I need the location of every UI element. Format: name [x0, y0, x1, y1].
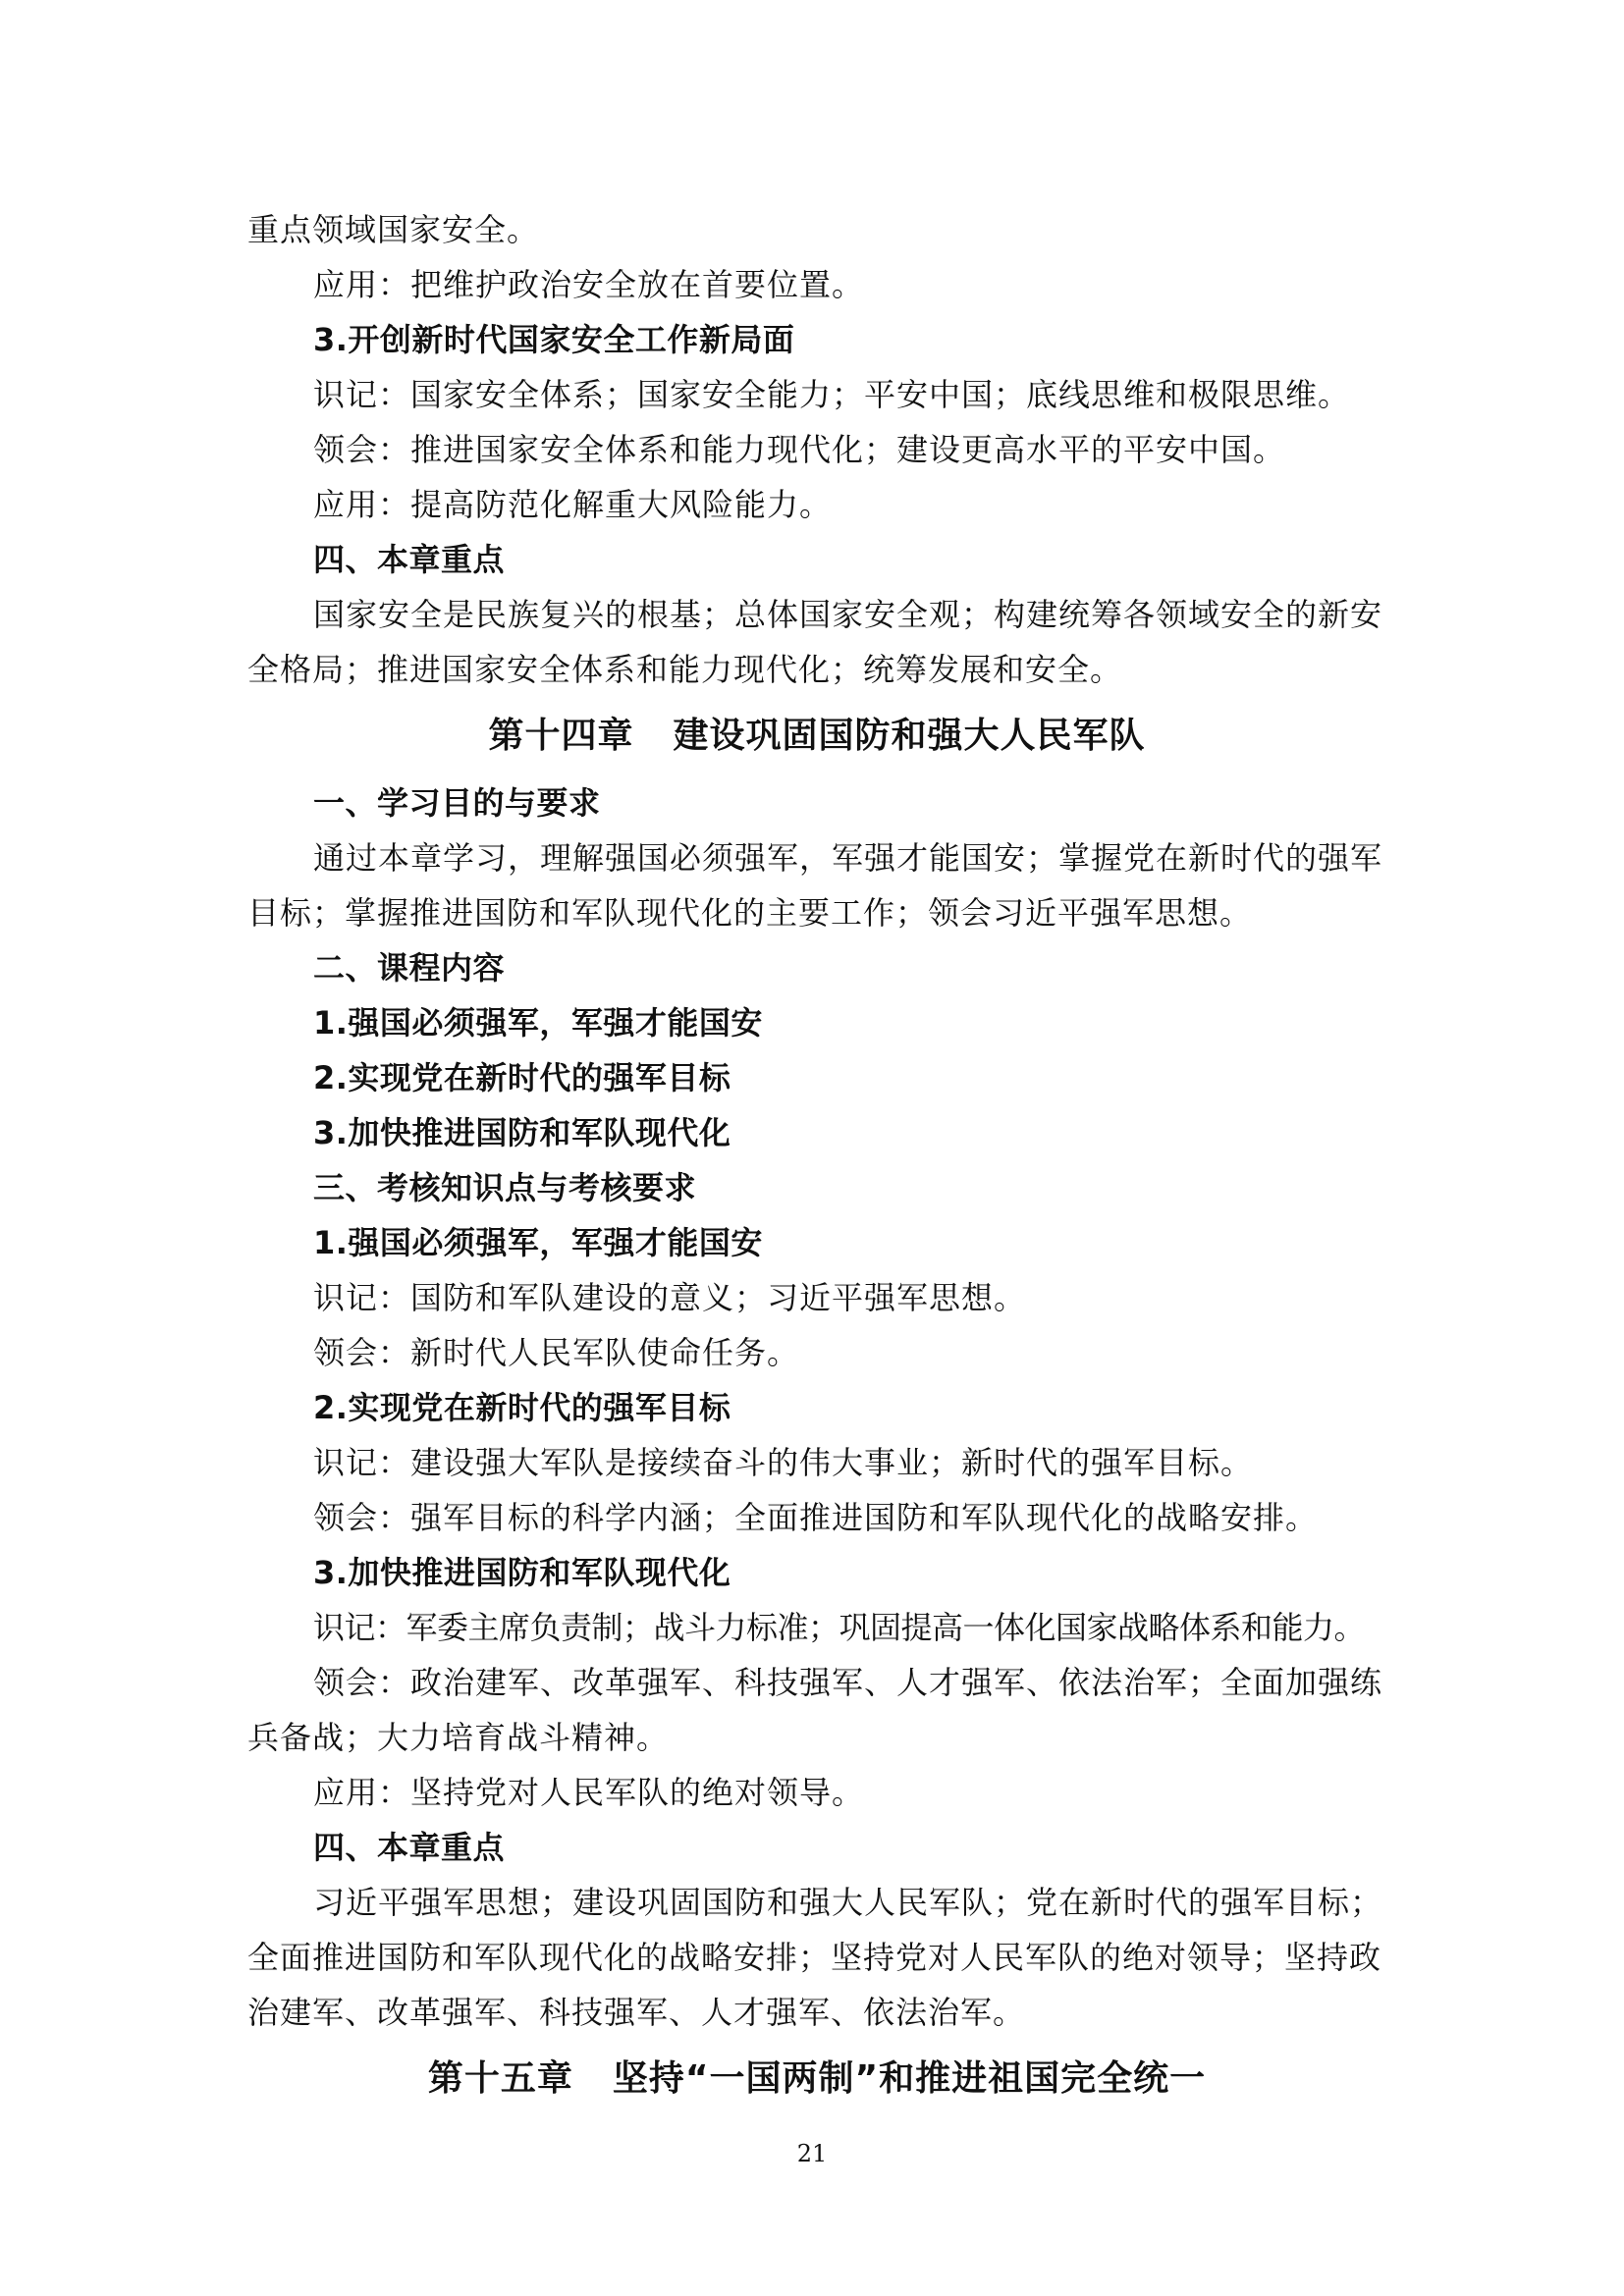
recall-line: 识记：国家安全体系；国家安全能力；平安中国；底线思维和极限思维。	[313, 376, 1351, 413]
focus-heading: 四、本章重点	[313, 1829, 506, 1866]
understand-line: 领会：政治建军、改革强军、科技强军、人才强军、依法治军；全面加强练	[313, 1664, 1383, 1701]
section-title: 2.实现党在新时代的强军目标	[313, 1389, 731, 1426]
chapter-title-15	[247, 2040, 1386, 2118]
chapter-title-14	[247, 697, 1386, 775]
focus-paragraph-line: 全格局；推进国家安全体系和能力现代化；统筹发展和安全。	[247, 651, 1123, 688]
understand-line: 领会：新时代人民军队使命任务。	[313, 1334, 800, 1371]
recall-line: 识记：国防和军队建设的意义；习近平强军思想。	[313, 1279, 1027, 1316]
focus-paragraph-line: 治建军、改革强军、科技强军、人才强军、依法治军。	[247, 1994, 1026, 2031]
goals-paragraph-line: 目标；掌握推进国防和军队现代化的主要工作；领会习近平强军思想。	[247, 894, 1253, 932]
apply-line: 应用：把维护政治安全放在首要位置。	[313, 266, 865, 303]
content-item: 1.强国必须强军，军强才能国安	[313, 1004, 763, 1041]
chapter-name: 建设巩固国防和强大人民军队	[673, 716, 1146, 756]
recall-line: 识记：军委主席负责制；战斗力标准；巩固提高一体化国家战略体系和能力。	[313, 1609, 1366, 1646]
exam-heading: 三、考核知识点与考核要求	[313, 1169, 697, 1206]
apply-line: 应用：提高防范化解重大风险能力。	[313, 486, 833, 523]
chapter-number: 第十四章	[488, 716, 634, 756]
chapter-number: 第十五章	[427, 2058, 573, 2099]
apply-line: 应用：坚持党对人民军队的绝对领导。	[313, 1774, 865, 1811]
paragraph-line: 重点领域国家安全。	[247, 211, 540, 248]
understand-line-continued: 兵备战；大力培育战斗精神。	[247, 1719, 670, 1756]
section-title: 3.开创新时代国家安全工作新局面	[313, 321, 795, 358]
goals-paragraph-line: 通过本章学习，理解强国必须强军，军强才能国安；掌握党在新时代的强军	[313, 839, 1383, 877]
understand-line: 领会：推进国家安全体系和能力现代化；建设更高水平的平安中国。	[313, 431, 1286, 468]
section-title: 3.加快推进国防和军队现代化	[313, 1554, 731, 1591]
understand-line: 领会：强军目标的科学内涵；全面推进国防和军队现代化的战略安排。	[313, 1499, 1319, 1536]
focus-paragraph-line: 国家安全是民族复兴的根基；总体国家安全观；构建统筹各领域安全的新安	[313, 596, 1383, 633]
content-heading: 二、课程内容	[313, 949, 506, 987]
recall-line: 识记：建设强大军队是接续奋斗的伟大事业；新时代的强军目标。	[313, 1444, 1254, 1481]
focus-paragraph-line: 全面推进国防和军队现代化的战略安排；坚持党对人民军队的绝对领导；坚持政	[247, 1939, 1382, 1976]
goals-heading: 一、学习目的与要求	[313, 784, 601, 822]
page-content	[247, 202, 1386, 2118]
section-title: 1.强国必须强军，军强才能国安	[313, 1224, 763, 1261]
focus-heading: 四、本章重点	[313, 541, 506, 578]
chapter-name: 坚持“一国两制”和推进祖国完全统一	[612, 2058, 1207, 2099]
page-number: 21	[796, 2140, 828, 2167]
focus-paragraph-line: 习近平强军思想；建设巩固国防和强大人民军队；党在新时代的强军目标；	[313, 1884, 1383, 1921]
content-item: 2.实现党在新时代的强军目标	[313, 1059, 731, 1096]
content-item: 3.加快推进国防和军队现代化	[313, 1114, 731, 1151]
